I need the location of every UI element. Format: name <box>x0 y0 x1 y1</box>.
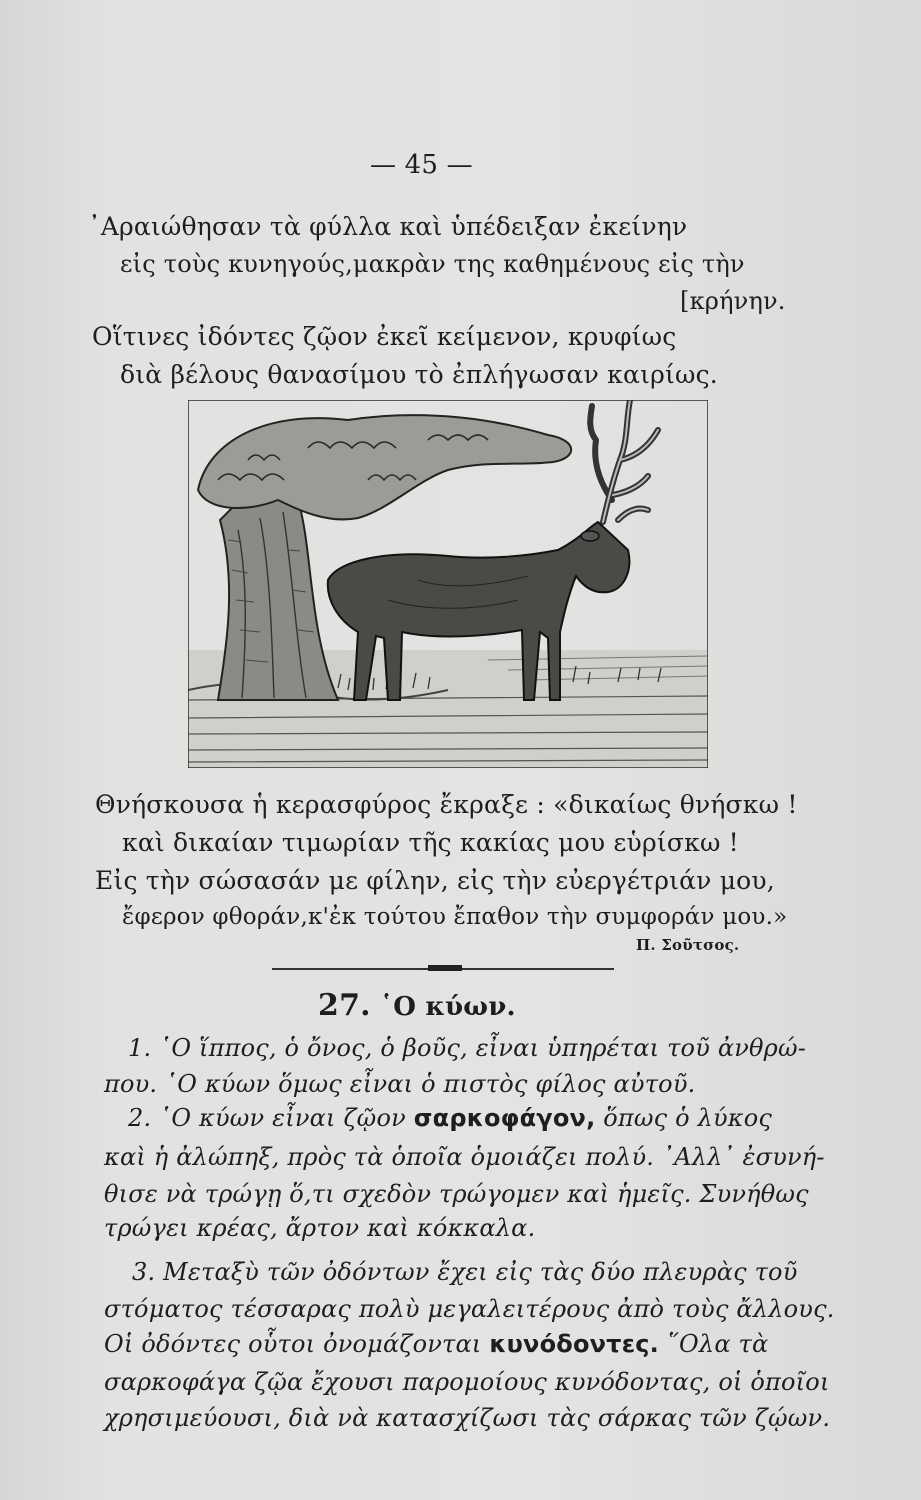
lesson-number: 27. <box>318 988 371 1023</box>
author-signature: Π. Σοῦτσος. <box>636 936 740 954</box>
poem-line-5: Θνήσκουσα ἡ κερασφύρος ἔκραξε : «δικαίως θνήσκω ! <box>95 790 798 819</box>
page-number: — 45 — <box>370 150 473 180</box>
poem-line-2-continuation: [κρήνην. <box>680 287 786 315</box>
paragraph-3-line-1: 3. Μεταξὺ τῶν ὀδόντων ἔχει εἰς τὰς δύο πλευρὰς τοῦ <box>132 1258 798 1286</box>
poem-line-6: καὶ δικαίαν τιμωρίαν τῆς κακίας μου εὑρίσκω ! <box>122 828 739 857</box>
paragraph-3-line-4: σαρκοφάγα ζῷα ἔχουσι παρομοίους κυνόδοντας, οἱ ὁποῖοι <box>104 1368 830 1396</box>
paragraph-2-line-2: καὶ ἡ ἀλώπηξ, πρὸς τὰ ὁποῖα ὁμοιάζει πολύ. ᾿Αλλ᾿ ἐσυνή- <box>104 1143 825 1171</box>
paragraph-3-line-5: χρησιμεύουσι, διὰ νὰ κατασχίζωσι τὰς σάρκας τῶν ζῴων. <box>104 1404 831 1432</box>
paragraph-3-text-end: ῞Ολα τὰ <box>659 1330 769 1358</box>
paragraph-2-text: 2. ῾Ο κύων εἶναι ζῷον <box>128 1104 414 1132</box>
lesson-title: ῾Ο κύων. <box>380 992 516 1022</box>
paragraph-1-line-1: 1. ῾Ο ἵππος, ὁ ὄνος, ὁ βοῦς, εἶναι ὑπηρέται τοῦ ἀνθρώ- <box>128 1034 807 1062</box>
paragraph-2-text-end: ὅπως ὁ λύκος <box>595 1104 773 1132</box>
paragraph-2-line-3: θισε νὰ τρώγῃ ὅ,τι σχεδὸν τρώγομεν καὶ ἡμεῖς. Συνήθως <box>104 1180 809 1208</box>
paragraph-2-line-4: τρώγει κρέας, ἄρτον καὶ κόκκαλα. <box>104 1214 536 1242</box>
paragraph-3-line-2: στόματος τέσσαρας πολὺ μεγαλειτέρους ἀπὸ τοὺς ἄλλους. <box>104 1295 835 1323</box>
lesson-heading <box>318 988 516 1023</box>
paragraph-2-line-1 <box>128 1104 772 1132</box>
term-carnivorous: σαρκοφάγον, <box>413 1104 596 1132</box>
paragraph-3-text: Οἱ ὀδόντες οὗτοι ὀνομάζονται <box>104 1330 490 1358</box>
poem-line-2: εἰς τοὺς κυνηγούς,μακρὰν της καθημένους εἰς τὴν <box>120 250 745 278</box>
section-divider-center <box>428 965 462 971</box>
poem-line-1: ᾿Αραιώθησαν τὰ φύλλα καὶ ὑπέδειξαν ἐκείνην <box>88 212 688 241</box>
poem-line-3: Οἵτινες ἰδόντες ζῷον ἐκεῖ κείμενον, κρυφίως <box>92 322 677 351</box>
poem-line-8: ἔφερον φθοράν,κ'ἐκ τούτου ἔπαθον τὴν συμφοράν μου.» <box>122 904 788 930</box>
paragraph-1-line-2: που. ῾Ο κύων ὅμως εἶναι ὁ πιστὸς φίλος αὐτοῦ. <box>104 1070 696 1098</box>
term-canines: κυνόδοντες. <box>489 1330 659 1358</box>
poem-line-4: διὰ βέλους θανασίμου τὸ ἐπλήγωσαν καιρίως. <box>120 360 718 389</box>
poem-line-7: Εἰς τὴν σώσασάν με φίλην, εἰς τὴν εὐεργέτριάν μου, <box>95 866 775 895</box>
deer-illustration <box>188 400 708 768</box>
paragraph-3-line-3 <box>104 1330 768 1358</box>
